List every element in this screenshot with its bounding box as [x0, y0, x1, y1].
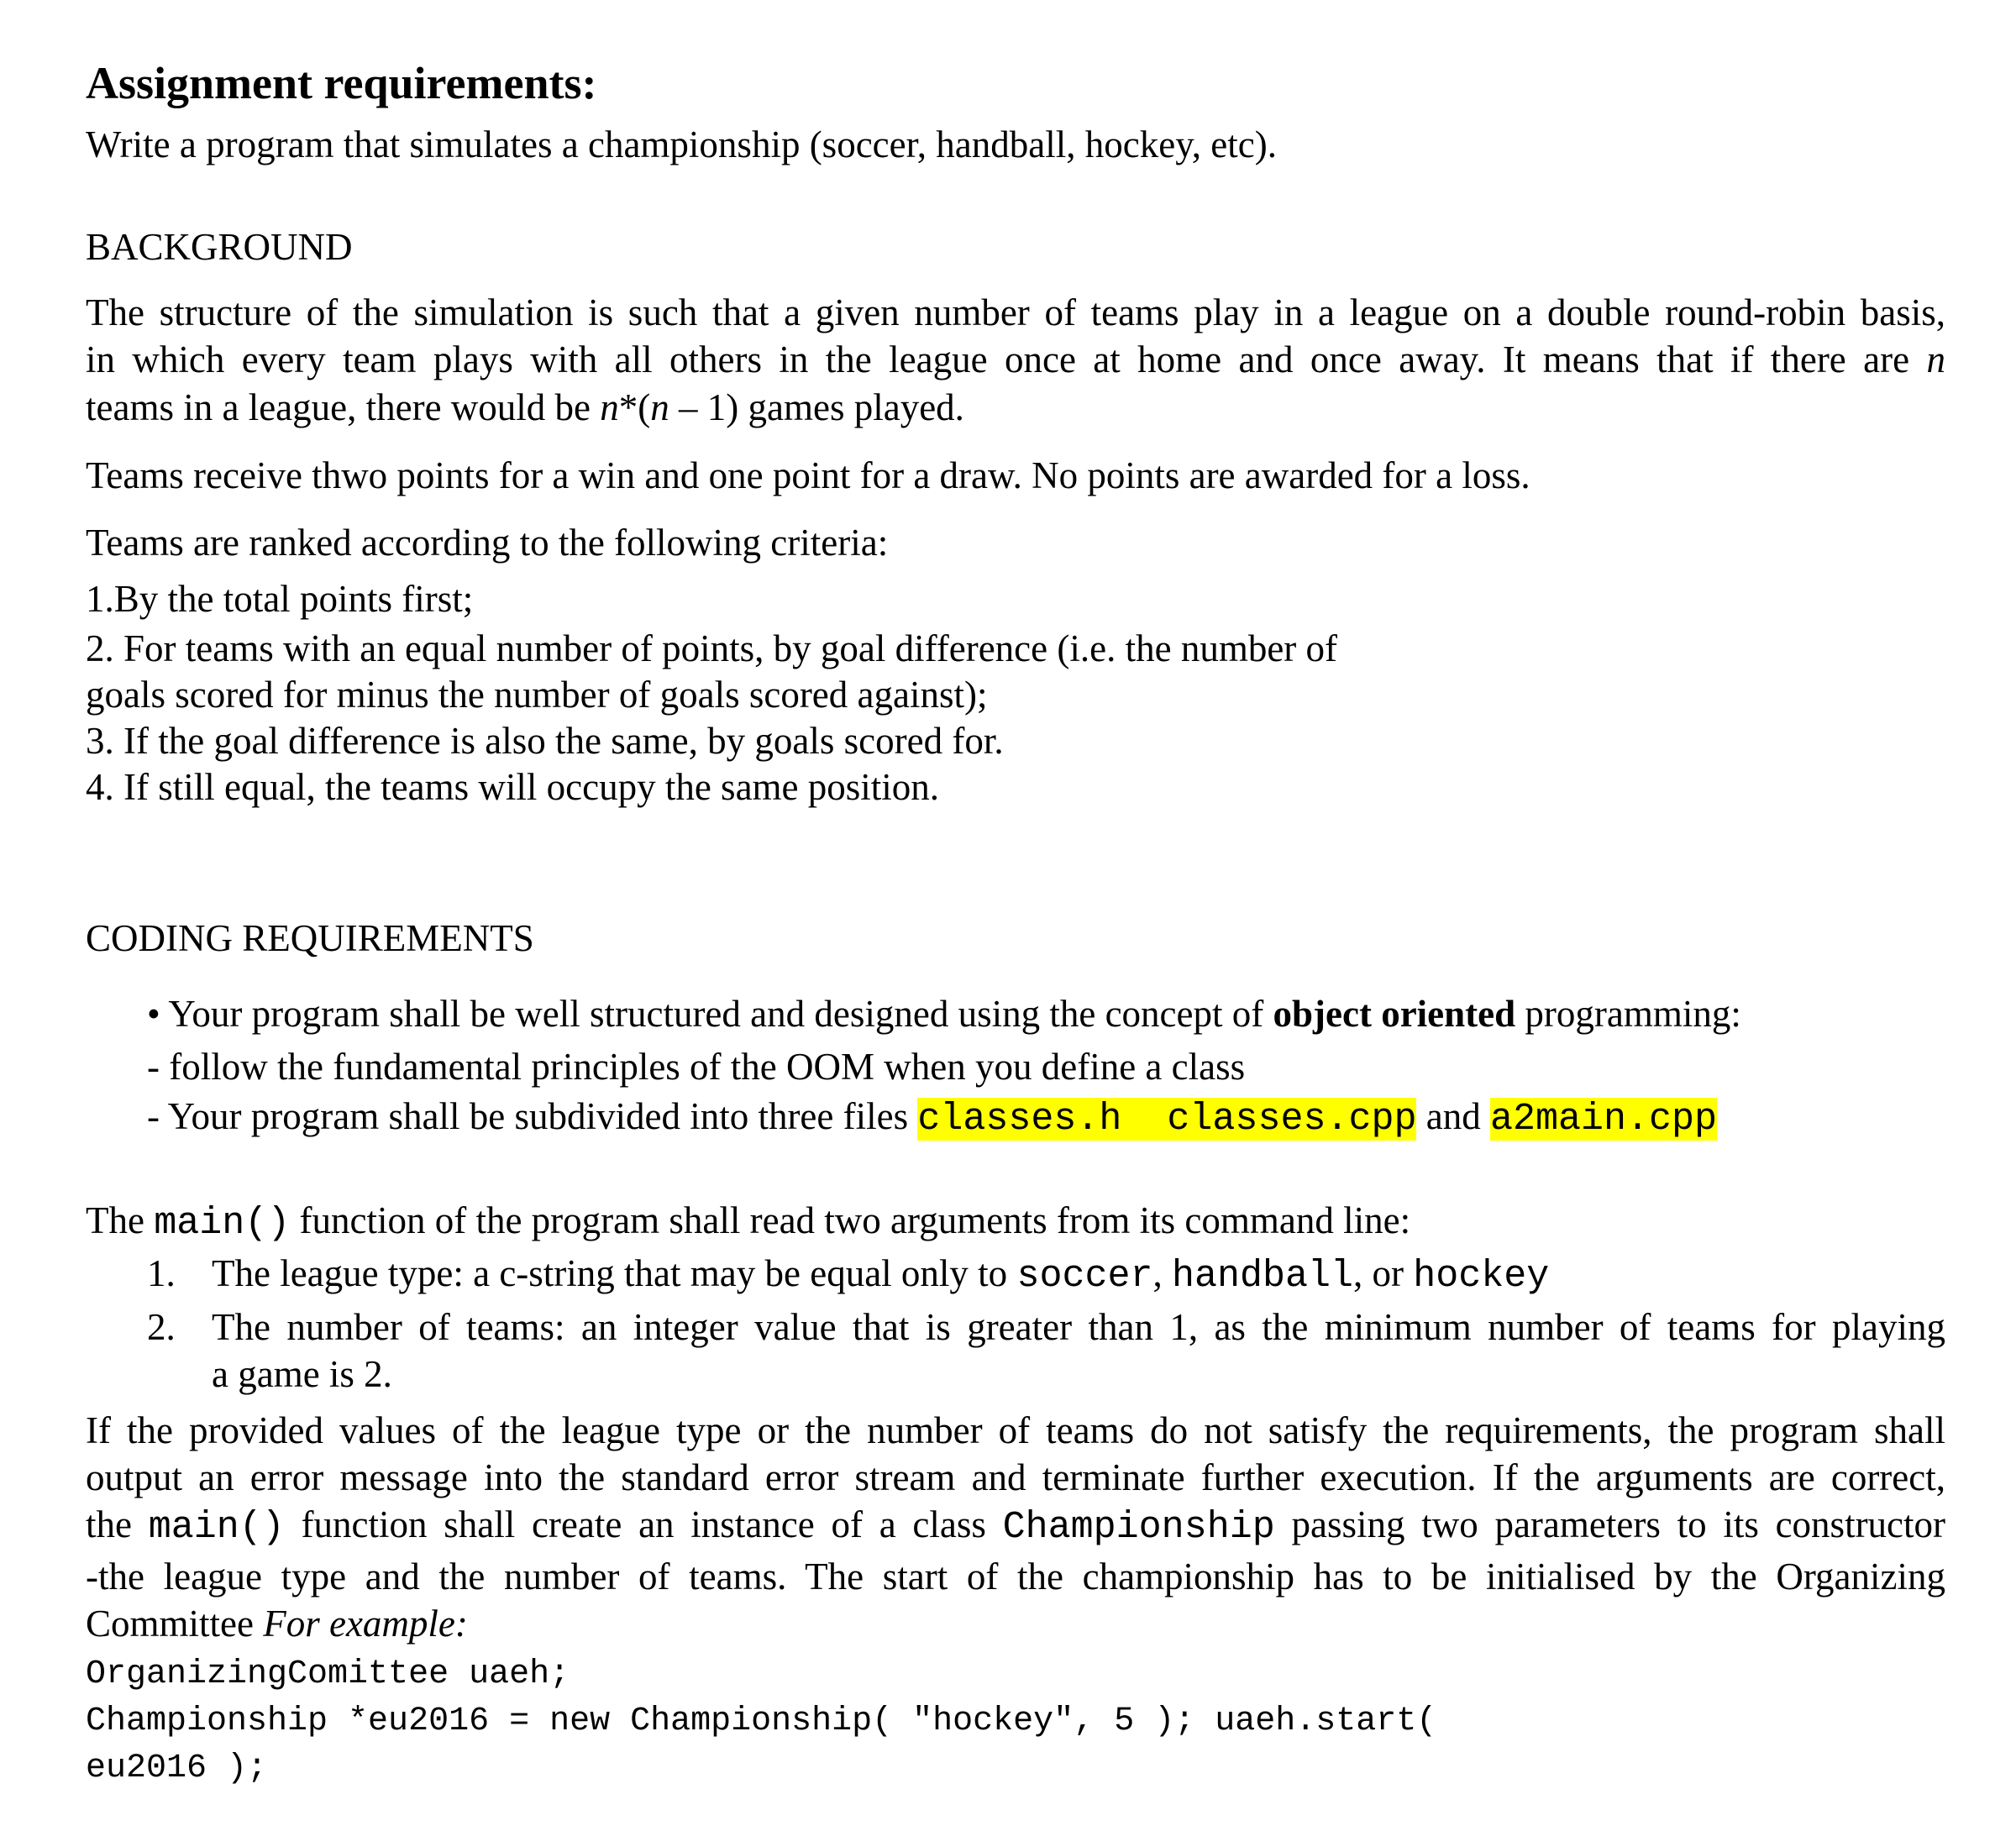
list-item-2-number: 2.: [147, 1306, 176, 1348]
list-item-1: The league type: a c-string that may be equal only to soccer, handball, or hockey: [212, 1252, 1550, 1298]
coding-heading: CODING REQUIREMENTS: [86, 917, 534, 959]
file-a2main-cpp: a2main.cpp: [1489, 1098, 1718, 1141]
list-item-2-line1: The number of teams: an integer value that is greater than 1, as the minimum number of teams for playing: [212, 1306, 1945, 1348]
background-p1-line1: The structure of the simulation is such that a given number of teams play in a league on a double round-robin basis,: [86, 291, 1945, 333]
list-item-2-line2: a game is 2.: [212, 1353, 392, 1395]
background-heading: BACKGROUND: [86, 226, 353, 268]
criterion-1: 1.By the total points first;: [86, 578, 474, 620]
validation-line1: If the provided values of the league type or the number of teams do not satisfy the requirements, the program shall: [86, 1409, 1945, 1451]
criterion-2-line2: goals scored for minus the number of goals scored against);: [86, 674, 988, 716]
file-classes-cpp: classes.cpp: [1167, 1098, 1417, 1141]
validation-line2: output an error message into the standard error stream and terminate further execution. If the arguments are correct,: [86, 1456, 1945, 1498]
list-item-1-number: 1.: [147, 1252, 176, 1294]
criterion-2-line1: 2. For teams with an equal number of points, by goal difference (i.e. the number of: [86, 627, 1338, 669]
criterion-3: 3. If the goal difference is also the same, by goals scored for.: [86, 720, 1004, 762]
validation-line4: -the league type and the number of teams. The start of the championship has to be initialised by the Organizing: [86, 1556, 1945, 1598]
background-p1-line3: teams in a league, there would be n*(n – 1) games played.: [86, 386, 964, 428]
ranking-intro: Teams are ranked according to the following criteria:: [86, 522, 889, 564]
intro-text: Write a program that simulates a championship (soccer, handball, hockey, etc).: [86, 123, 1277, 165]
code-line-1: OrganizingComittee uaeh;: [86, 1655, 570, 1693]
criterion-4: 4. If still equal, the teams will occupy the same position.: [86, 766, 940, 808]
background-p1-line2: in which every team plays with all others in the league once at home and once away. It means that if there are n: [86, 338, 1945, 380]
coding-dash-1: - follow the fundamental principles of the OOM when you define a class: [147, 1046, 1246, 1088]
bullet-icon: •: [147, 993, 160, 1035]
file-classes-h: classes.h: [917, 1098, 1122, 1141]
points-rule: Teams receive thwo points for a win and one point for a draw. No points are awarded for a loss.: [86, 454, 1530, 496]
page-title: Assignment requirements:: [86, 58, 597, 108]
validation-line5: Committee For example:: [86, 1603, 468, 1645]
code-line-2: Championship *eu2016 = new Championship( "hockey", 5 ); uaeh.start(: [86, 1702, 1437, 1740]
coding-dash-2: - Your program shall be subdivided into three files classes.h classes.cpp and a2main.cpp: [147, 1095, 1718, 1141]
main-intro: The main() function of the program shall read two arguments from its command line:: [86, 1199, 1411, 1245]
validation-line3: the main() function shall create an instance of a class Championship passing two parameters to its constructor: [86, 1503, 1946, 1549]
code-line-3: eu2016 );: [86, 1750, 268, 1787]
coding-bullet: • Your program shall be well structured and designed using the concept of object oriented programming:: [147, 993, 1741, 1035]
